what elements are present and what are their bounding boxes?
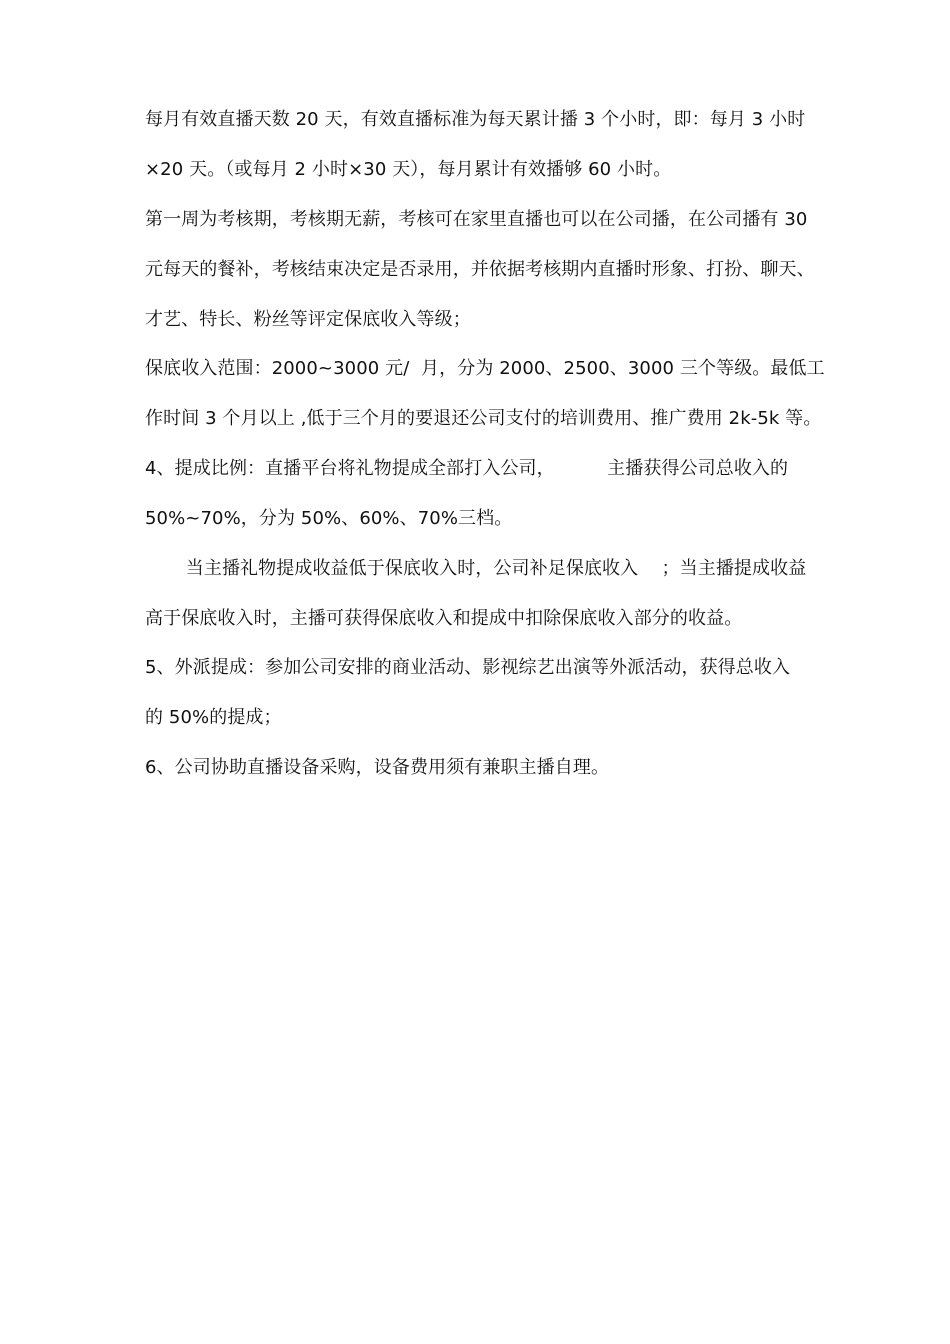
- text-line-12: 5、外派提成：参加公司安排的商业活动、影视综艺出演等外派活动，获得总收入: [145, 657, 791, 678]
- text-line-13: 的 50%的提成；: [145, 707, 282, 728]
- text-line-4: 元每天的餐补，考核结束决定是否录用，并依据考核期内直播时形象、打扮、聊天、: [145, 259, 815, 280]
- text-line-9: 50%~70%，分为 50%、60%、70%三档。: [145, 508, 513, 529]
- text-line-2: ×20 天。（或每月 2 小时×30 天），每月累计有效播够 60 小时。: [145, 159, 672, 180]
- text-line-14: 6、公司协助直播设备采购，设备费用须有兼职主播自理。: [145, 757, 610, 778]
- text-line-11: 高于保底收入时，主播可获得保底收入和提成中扣除保底收入部分的收益。: [145, 608, 743, 629]
- text-line-5: 才艺、特长、粉丝等评定保底收入等级；: [145, 309, 471, 330]
- text-line-8: 4、提成比例：直播平台将礼物提成全部打入公司， 主播获得公司总收入的: [145, 458, 789, 479]
- text-line-10: 当主播礼物提成收益低于保底收入时，公司补足保底收入 ；当主播提成收益: [145, 558, 807, 579]
- text-line-7: 作时间 3 个月以上 ,低于三个月的要退还公司支付的培训费用、推广费用 2k-5k 等。: [145, 408, 822, 429]
- text-line-1: 每月有效直播天数 20 天，有效直播标准为每天累计播 3 个小时，即：每月 3 小时: [145, 109, 806, 130]
- text-line-6: 保底收入范围：2000~3000 元/ 月，分为 2000、2500、3000 三个等级。最低工: [145, 358, 825, 379]
- text-line-3: 第一周为考核期，考核期无薪，考核可在家里直播也可以在公司播，在公司播有 30: [145, 209, 808, 230]
